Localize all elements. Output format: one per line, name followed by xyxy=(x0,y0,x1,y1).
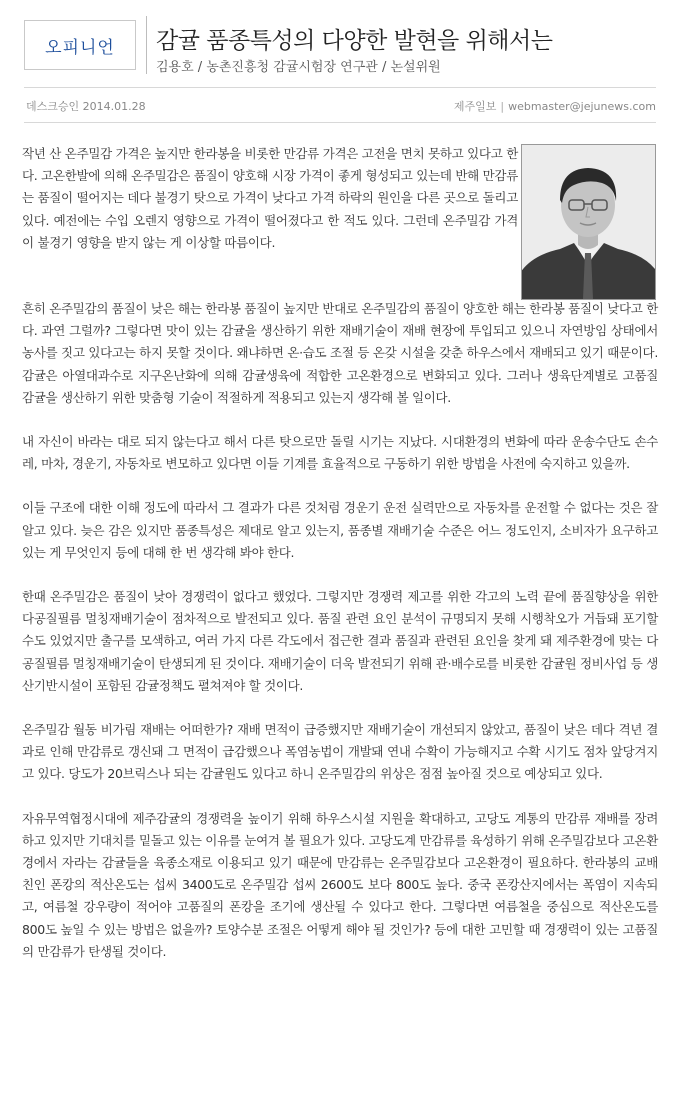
article-header xyxy=(24,12,654,74)
article-paragraph: 내 자신이 바라는 대로 되지 않는다고 해서 다른 탓으로만 돌릴 시기는 지났다. 시대환경의 변화에 따라 운송수단도 손수레, 마차, 경운기, 자동차로 변모하고 있다면 이들 기계를 효율적으로 구동하기 위한 방법을 사전에 숙지하고 있을까. xyxy=(22,434,658,472)
author-email-link[interactable]: webmaster@jejunews.com xyxy=(508,100,656,113)
meta-separator: | xyxy=(500,100,505,113)
article-paragraph: 이들 구조에 대한 이해 정도에 따라서 그 결과가 다른 것처럼 경운기 운전 실력만으로 자동차를 운전할 수 없다는 것은 잘 알고 있다. 늦은 감은 있지만 품종특성은 제대로 알고 있는지, 품종별 재배기술 수준은 어느 정도인지, 소비자가 요구하고 있는 게 무엇인지 등에 대해 한 번 생각해 봐야 한다. xyxy=(22,500,658,560)
section-badge[interactable] xyxy=(24,20,136,70)
newspaper-name: 제주일보 xyxy=(453,100,497,113)
article-paragraph: 흔히 온주밀감의 품질이 낮은 해는 한라봉 품질이 높지만 반대로 온주밀감의 품질이 양호한 해는 한라봉 품질이 낮다고 한다. 과연 그럴까? 그렇다면 맛이 있는 감귤을 생산하기 위한 재배기술이 재배 현장에 투입되고 있으니 자연방임 상태에서 농사를 짓고 있다고는 하지 못할 것이다. 왜냐하면 온·습도 조절 등 온갖 시설을 갖춘 하우스에서 재배되고 있기 때문이다. 감귤은 아열대과수로 지구온난화에 의해 감귤생육에 적합한 고온환경으로 변화되고 있다. 그러나 생육단계별로 고품질 감귤을 생산하기 위한 맞춤형 기술이 적절하게 적용되고 있는지 생각해 볼 일이다. xyxy=(22,301,658,405)
article-paragraph: 작년 산 온주밀감 가격은 높지만 한라봉을 비롯한 만감류 가격은 고전을 면치 못하고 있다고 한다. 고온한발에 의해 온주밀감은 품질이 양호해 시장 가격이 좋게 형성되고 있는데 반해 만감류는 품질이 떨어지는 데다 불경기 탓으로 가격이 낮다고 가격 하락의 원인을 다른 곳으로 돌리고 있다. 예전에는 수입 오렌지 영향으로 가격이 떨어졌다고 한 적도 있다. 그런데 온주밀감 가격이 불경기 영향을 받지 않는 게 이상할 따름이다. xyxy=(22,146,518,250)
meta-bar xyxy=(24,87,656,123)
article-title: 감귤 품종특성의 다양한 발현을 위해서는 xyxy=(156,28,553,54)
section-label: 오피니언 xyxy=(45,37,115,58)
article-paragraph: 자유무역협정시대에 제주감귤의 경쟁력을 높이기 위해 하우스시설 지원을 확대하고, 고당도 계통의 만감류 재배를 장려하고 있지만 기대치를 밑돌고 있는 이유를 눈여겨 볼 필요가 있다. 고당도계 만감류를 육성하기 위해 온주밀감보다 고온환경에서 자라는 감귤들을 육종소재로 이용되고 있기 때문에 만감류는 온주밀감보다 고온환경이 필요하다. 한라봉의 교배친인 폰캉의 적산온도는 섭씨 3400도로 온주밀감 섭씨 2600도 보다 800도 높다. 중국 폰캉산지에서는 폭염이 지속되고, 여름철 강우량이 적어야 고품질의 폰캉을 조기에 생산될 수 있다고 한다. 그렇다면 여름철을 중심으로 적산온도를 800도 높일 수 있는 방법은 없을까? 토양수분 조절은 어떻게 해야 될 것인가? 등에 대한 고민할 때 경쟁력이 있는 고품질의 만감류가 탄생될 것이다. xyxy=(22,810,658,959)
article-paragraph: 온주밀감 월동 비가림 재배는 어떠한가? 재배 면적이 급증했지만 재배기술이 개선되지 않았고, 품질이 낮은 데다 격년 결과로 인해 만감류로 갱신돼 그 면적이 급감했으나 폭염농법이 개발돼 연내 수확이 가능해지고 수확 시기도 점차 앞당겨지고 있다. 당도가 20브릭스나 되는 감귤원도 있다고 하니 온주밀감의 위상은 점점 높아질 것으로 예상되고 있다. xyxy=(22,722,658,782)
source-info xyxy=(454,98,656,114)
article-byline: 김용호 / 농촌진흥청 감귤시험장 연구관 / 논설위원 xyxy=(156,60,441,75)
header-divider xyxy=(146,16,147,74)
article-paragraph: 한때 온주밀감은 품질이 낮아 경쟁력이 없다고 했었다. 그렇지만 경쟁력 제고를 위한 각고의 노력 끝에 품질향상을 위한 다공질필름 멀칭재배기술이 점차적으로 발전되고 있다. 품질 관련 요인 분석이 규명되지 못해 시행착오가 거듭돼 포기할 수도 있었지만 출구를 모색하고, 여러 가지 다른 각도에서 접근한 결과 품질과 관련된 요인을 찾게 돼 제주환경에 맞는 다공질필름 멀칭재배기술이 탄생되게 된 것이다. 재배기술이 더욱 발전되기 위해 관·배수로를 비롯한 감귤원 정비사업 등 생산기반시설이 포함된 감귤정책도 펼쳐져야 할 것이다. xyxy=(22,589,658,693)
article-body xyxy=(22,143,658,985)
desk-approval-date: 데스크승인 2014.01.28 xyxy=(26,100,146,113)
